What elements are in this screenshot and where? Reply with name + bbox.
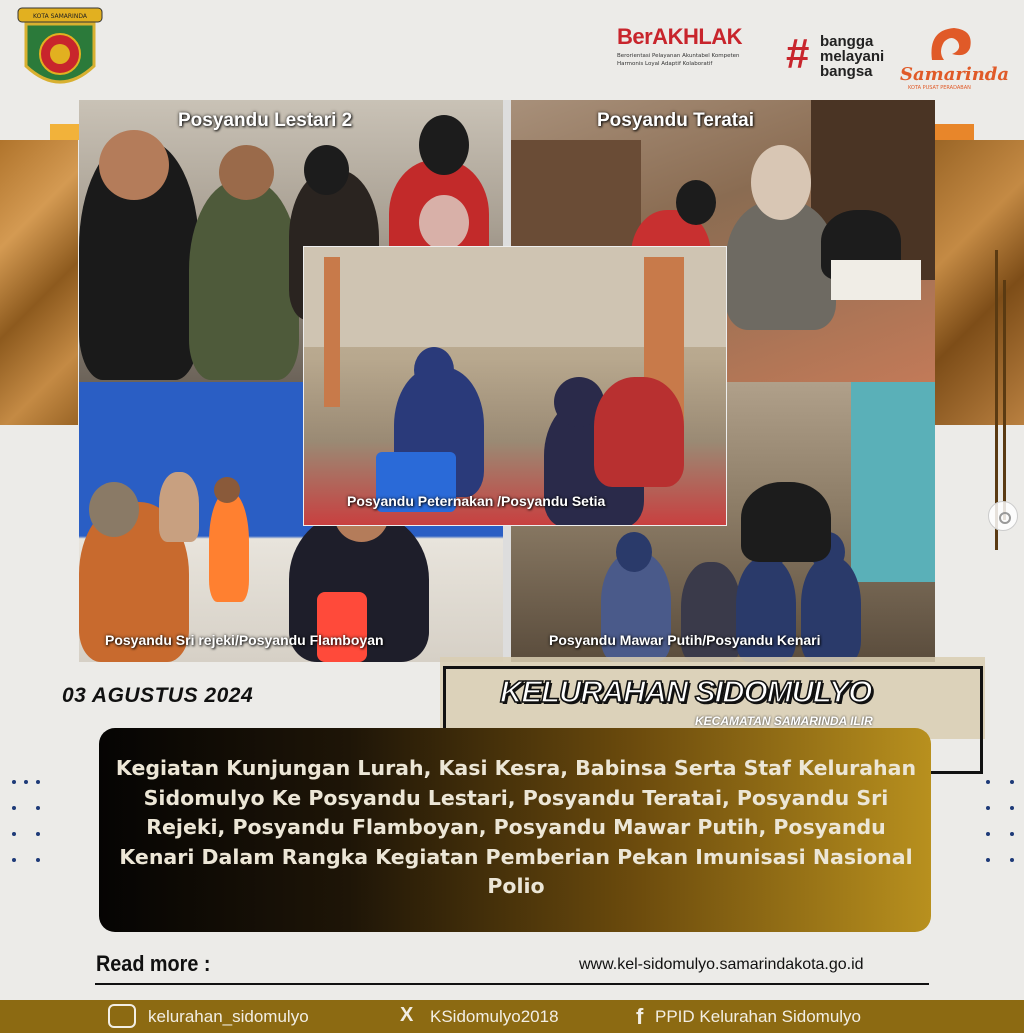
caption-posyandu-mawar-putih-kenari: Posyandu Mawar Putih/Posyandu Kenari	[549, 632, 821, 648]
description-text: Kegiatan Kunjungan Lurah, Kasi Kesra, Babinsa Serta Staf Kelurahan Sidomulyo Ke Posyandu Lestari, Posyandu Teratai, Posyandu Sri Rejeki, Posyandu Flamboyan, Posyandu Mawar Putih, Posyandu Kenari Dalam Rangka Kegiatan Pemberian Pekan Imunisasi Nasional Polio	[115, 756, 917, 898]
kelurahan-title: KELURAHAN SIDOMULYO	[500, 674, 872, 709]
bangga-melayani-bangsa-logo: # bangga melayani bangsa	[786, 30, 885, 80]
decorative-ornament-line	[1003, 280, 1006, 520]
event-date: 03 AGUSTUS 2024	[62, 684, 254, 707]
instagram-icon	[108, 1004, 136, 1028]
carousel-next-button[interactable]	[988, 501, 1018, 531]
decorative-dots-right	[986, 780, 1016, 870]
decorative-strip-left	[50, 124, 80, 140]
decorative-texture-left	[0, 140, 78, 425]
decorative-strip-right	[934, 124, 974, 140]
kecamatan-subtitle: KECAMATAN SAMARINDA ILIR	[695, 714, 873, 728]
read-more-label: Read more :	[96, 951, 211, 976]
samarinda-emblem-icon	[922, 24, 982, 64]
photo-collage	[79, 100, 935, 662]
logo-label: KOTA SAMARINDA	[33, 13, 87, 20]
footer-x-handle[interactable]: KSidomulyo2018	[430, 1007, 559, 1026]
footer-facebook-page[interactable]: PPID Kelurahan Sidomulyo	[655, 1007, 862, 1026]
berakhlak-logo: BerAKHLAK Berorientasi Pelayanan Akuntabel Kompeten Harmonis Loyal Adaptif Kolaboratif	[617, 24, 743, 67]
caption-posyandu-peternakan-setia: Posyandu Peternakan /Posyandu Setia	[347, 493, 606, 509]
city-logo	[16, 6, 104, 100]
divider-line	[95, 983, 929, 985]
samarinda-logo: Samarinda KOTA PUSAT PERADABAN	[900, 24, 995, 94]
caption-posyandu-teratai: Posyandu Teratai	[597, 110, 754, 131]
caption-posyandu-lestari: Posyandu Lestari 2	[178, 110, 353, 131]
x-icon: X	[400, 1004, 414, 1026]
facebook-icon: f	[636, 1004, 644, 1029]
decorative-dots-left	[12, 780, 42, 870]
caption-posyandu-sri-rejeki-flamboyan: Posyandu Sri rejeki/Posyandu Flamboyan	[105, 632, 384, 648]
photo-posyandu-peternakan	[303, 246, 727, 526]
website-link[interactable]: www.kel-sidomulyo.samarindakota.go.id	[579, 956, 864, 973]
footer-instagram-handle[interactable]: kelurahan_sidomulyo	[148, 1007, 309, 1026]
decorative-texture-right	[932, 140, 1024, 425]
